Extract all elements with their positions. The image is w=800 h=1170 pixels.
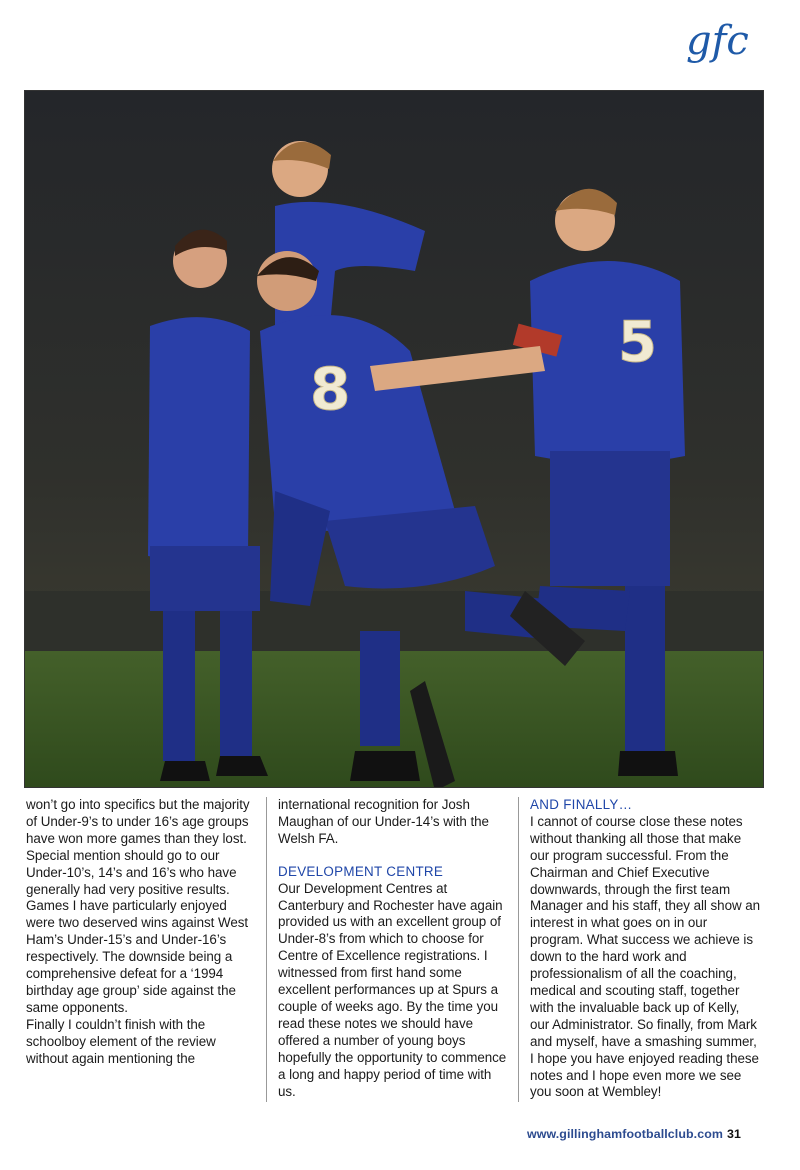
body-paragraph: Finally I couldn’t finish with the schoolboy element of the review without again mentioning the (26, 1016, 216, 1066)
text-column-2 (278, 797, 510, 1100)
text-column-1 (26, 797, 258, 1068)
body-paragraph: won’t go into specifics but the majority of Under-9’s to under 16’s age groups have won more games than they lost. Special mention should go to our Under-10’s, 14’s and 16’s who have generally had very positive results. Games I have particularly enjoyed were two deserved wins against West Ham’s Under-15’s and Under-16’s respectively. The downside being a comprehensive defeat for a ‘1994 birthday age group’ side against the same opponents. (26, 797, 250, 1015)
body-paragraph: international recognition for Josh Maughan of our Under-14’s with the Welsh FA. (278, 797, 489, 846)
number-8-label: 8 (310, 355, 351, 423)
page-number: 31 (726, 1127, 741, 1141)
club-logo (684, 16, 764, 66)
logo-text: gfc (686, 18, 749, 64)
page-footer (527, 1127, 741, 1141)
website-url: www.gillinghamfootballclub.com (527, 1127, 723, 1141)
match-photo (24, 90, 764, 788)
photo-scene (25, 91, 763, 787)
body-paragraph: I cannot of course close these notes without thanking all those that make our program successful. From the Chairman and Chief Executive downwards, through the first team Manager and his staff, they all show an interest in what goes on in our program. What success we achieve is down to the hard work and professionalism of all the coaching, medical and scouting staff, together with the invaluable back up of Kelly, our Administrator. So finally, from Mark and myself, have a smashing summer, I hope you have enjoyed reading these notes and I hope even more we see you soon at Wembley! (530, 813, 761, 1100)
section-heading: AND FINALLY… (530, 797, 633, 812)
column-divider (266, 797, 267, 1102)
number-5-label: 5 (618, 310, 657, 375)
column-divider (518, 797, 519, 1102)
section-heading: DEVELOPMENT CENTRE (278, 863, 444, 879)
body-paragraph: Our Development Centres at Canterbury and Rochester have again provided us with an excellent group of Under-8’s from which to choose for Centre of Excellence registrations. I witnessed from first hand some excellent performances up at Spurs a couple of weeks ago. By the time you read these notes we should have offered a number of young boys hopefully the opportunity to commence a long and happy period of time with us. (278, 880, 507, 1099)
text-column-3 (530, 797, 762, 1101)
